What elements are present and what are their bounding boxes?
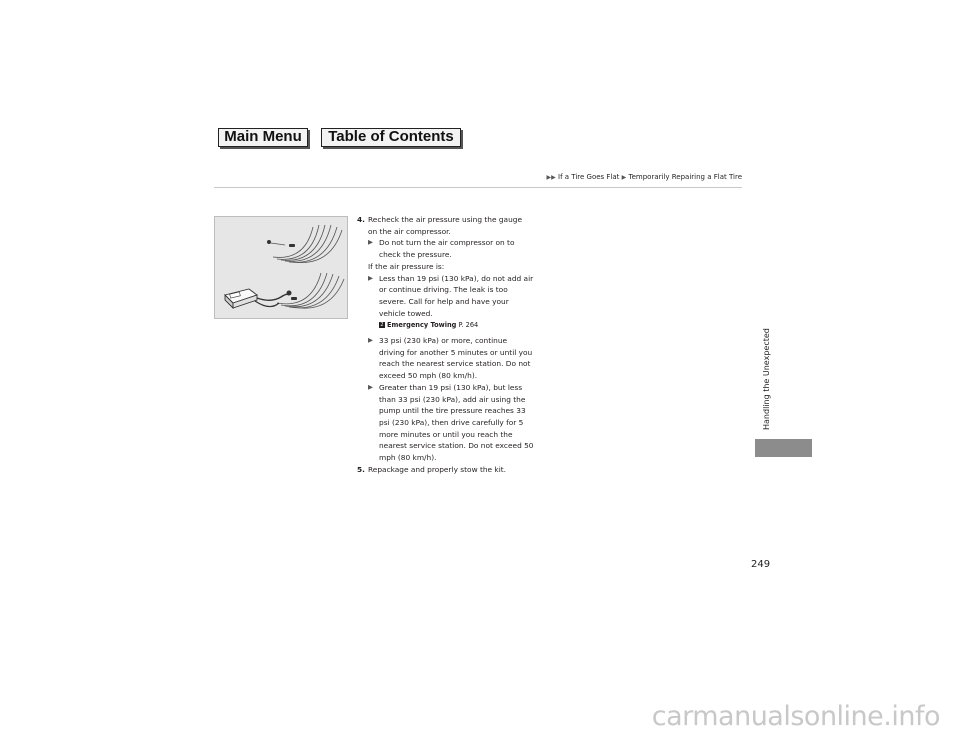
arrow-right-icon: ▶ xyxy=(368,273,373,282)
reference-title[interactable]: Emergency Towing xyxy=(387,321,457,330)
page-number: 249 xyxy=(751,559,771,570)
watermark: carmanualsonline.info xyxy=(651,701,940,732)
step-5 xyxy=(357,464,547,476)
text-line: on the air compressor. xyxy=(368,226,451,236)
instruction-text xyxy=(357,214,547,475)
sub-item xyxy=(357,382,547,464)
sub-item xyxy=(357,335,547,382)
text-line: 33 psi (230 kPa) or more, continue xyxy=(379,336,508,346)
text-line: Repackage and properly stow the kit. xyxy=(368,464,507,474)
text-line: vehicle towed. xyxy=(379,308,433,318)
reference-icon: 2 xyxy=(380,322,384,329)
arrow-right-icon: ▶ xyxy=(368,382,373,391)
text-line: more minutes or until you reach the xyxy=(379,429,513,439)
sub-item xyxy=(357,237,547,260)
step-4 xyxy=(357,214,547,237)
breadcrumb-arrow-icon: ▶▶ xyxy=(546,174,556,181)
text-line: reach the nearest service station. Do not xyxy=(379,359,531,369)
text-line: exceed 50 mph (80 km/h). xyxy=(379,371,478,381)
step-number: 4. xyxy=(357,215,365,224)
breadcrumb-section[interactable]: If a Tire Goes Flat xyxy=(558,173,620,181)
text-line: Less than 19 psi (130 kPa), do not add air xyxy=(379,273,534,283)
text-line: or continue driving. The leak is too xyxy=(379,285,508,295)
tire-illustration-icon xyxy=(215,217,347,318)
chapter-title: Handling the Unexpected xyxy=(762,328,771,430)
reference-page[interactable]: P. 264 xyxy=(458,321,479,330)
text-line: psi (230 kPa), then drive carefully for 5 xyxy=(379,417,524,427)
arrow-right-icon: ▶ xyxy=(368,336,373,345)
header-divider xyxy=(214,187,742,188)
text-line: check the pressure. xyxy=(379,250,452,260)
breadcrumb xyxy=(547,173,742,181)
breadcrumb-arrow-icon: ▶ xyxy=(621,174,627,181)
text-line: driving for another 5 minutes or until you xyxy=(379,347,533,357)
text-line: nearest service station. Do not exceed 50 xyxy=(379,441,534,451)
arrow-right-icon: ▶ xyxy=(368,238,373,247)
text-line: mph (80 km/h). xyxy=(379,453,437,463)
cross-reference-link[interactable] xyxy=(357,320,547,332)
text-line: than 33 psi (230 kPa), add air using the xyxy=(379,394,526,404)
main-menu-button[interactable]: Main Menu xyxy=(218,128,308,147)
table-of-contents-button[interactable]: Table of Contents xyxy=(321,128,461,147)
pressure-label: If the air pressure is: xyxy=(368,261,445,271)
step-number: 5. xyxy=(357,464,365,474)
tire-compressor-illustration xyxy=(214,216,348,319)
text-line: severe. Call for help and have your xyxy=(379,296,509,306)
chapter-side-label[interactable] xyxy=(762,290,774,430)
text-line: Do not turn the air compressor on to xyxy=(379,238,515,248)
chapter-tab[interactable] xyxy=(755,439,812,457)
text-line: Recheck the air pressure using the gauge xyxy=(368,215,522,224)
sub-item xyxy=(357,273,547,320)
text-line: pump until the tire pressure reaches 33 xyxy=(379,406,526,416)
breadcrumb-page: Temporarily Repairing a Flat Tire xyxy=(628,173,742,181)
text-line: Greater than 19 psi (130 kPa), but less xyxy=(379,382,523,392)
